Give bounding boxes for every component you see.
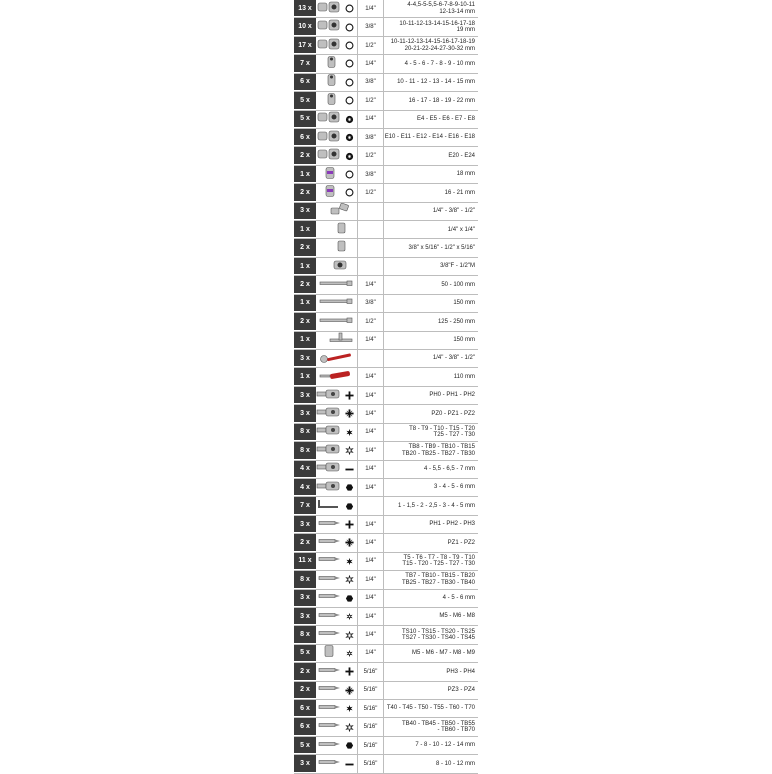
adaptor-icon (328, 239, 354, 257)
drive-size-cell (358, 258, 384, 275)
quantity-cell: 2 x (294, 276, 316, 293)
drive-size-cell: 1/4" (358, 553, 384, 570)
sizes-cell: 110 mm (453, 373, 475, 380)
universal-joint-icon (328, 202, 354, 220)
bit-socket-icon (316, 405, 342, 423)
table-row (294, 147, 478, 165)
tool-image (316, 387, 358, 404)
tool-image (316, 184, 358, 201)
extension-icon (318, 313, 354, 331)
table-row (294, 461, 478, 479)
quantity-cell: 1 x (294, 166, 316, 183)
drive-size-cell: 5/16" (358, 663, 384, 680)
tool-image (316, 129, 358, 146)
bit-icon (316, 663, 342, 681)
drive-size-cell: 5/16" (358, 682, 384, 699)
table-row (294, 718, 478, 736)
table-row (294, 571, 478, 589)
quantity-cell: 10 x (294, 18, 316, 35)
bit-icon (316, 626, 342, 644)
tool-image (316, 147, 358, 164)
drive-size-cell: 5/16" (358, 755, 384, 772)
tool-image (316, 608, 358, 625)
ring-profile-icon (345, 96, 354, 105)
sizes-cell: E4 - E5 - E6 - E7 - E8 (416, 115, 475, 122)
tool-image (316, 0, 358, 17)
tool-image (316, 295, 358, 312)
extension-icon (318, 276, 354, 294)
bit-socket-icon (316, 387, 342, 405)
table-row (294, 700, 478, 718)
drive-size-cell (358, 203, 384, 220)
quantity-cell: 1 x (294, 332, 316, 349)
sizes-cell: PZ3 - PZ4 (447, 687, 475, 694)
slot-profile-icon (345, 760, 354, 769)
table-row (294, 479, 478, 497)
sizes-cell: 4 - 5 - 6 - 7 - 8 - 9 - 10 mm (404, 60, 475, 67)
drive-size-cell: 1/4" (358, 332, 384, 349)
torx-tamper-profile-icon (345, 446, 354, 455)
tool-image (316, 479, 358, 496)
quantity-cell: 3 x (294, 350, 316, 367)
drive-size-cell (358, 221, 384, 238)
tool-image (316, 571, 358, 588)
quantity-cell: 8 x (294, 571, 316, 588)
table-row (294, 608, 478, 626)
table-row (294, 534, 478, 552)
phillips-profile-icon (345, 520, 354, 529)
tool-image (316, 55, 358, 72)
ring-profile-icon (345, 23, 354, 32)
sizes-cell: 10 - 11 - 12 - 13 - 14 - 15 mm (397, 79, 475, 86)
tool-image (316, 424, 358, 441)
drive-size-cell: 1/4" (358, 461, 384, 478)
sizes-cell: M5 - M6 - M7 - M8 - M9 (411, 650, 475, 657)
drive-size-cell: 1/2" (358, 37, 384, 54)
tool-image (316, 18, 358, 35)
table-row (294, 424, 478, 442)
quantity-cell: 2 x (294, 534, 316, 551)
sizes-cell: T40 - T45 - T50 - T55 - T60 - T70 (386, 705, 475, 712)
drive-size-cell: 1/2" (358, 184, 384, 201)
quantity-cell: 8 x (294, 424, 316, 441)
sizes-cell: TB40 - TB45 - TB50 - TB55 - TB60 - TB70 (401, 720, 475, 734)
tool-image (316, 497, 358, 514)
quantity-cell: 2 x (294, 147, 316, 164)
slot-profile-icon (345, 465, 354, 474)
phillips-profile-icon (345, 391, 354, 400)
table-row (294, 129, 478, 147)
e-torx-profile-icon (345, 115, 354, 124)
table-row (294, 387, 478, 405)
sizes-cell: PH1 - PH2 - PH3 (429, 521, 475, 528)
bit-socket-icon (316, 442, 342, 460)
quantity-cell: 4 x (294, 461, 316, 478)
tool-image (316, 663, 358, 680)
hex-profile-icon (345, 502, 354, 511)
table-row (294, 553, 478, 571)
socket-icon (316, 110, 342, 128)
drive-size-cell: 1/4" (358, 534, 384, 551)
table-row (294, 332, 478, 350)
ring-profile-icon (345, 41, 354, 50)
ring-profile-icon (345, 170, 354, 179)
ring-profile-icon (345, 188, 354, 197)
sizes-cell: 16 - 17 - 18 - 19 - 22 mm (408, 97, 475, 104)
bit-socket-icon (316, 460, 342, 478)
quantity-cell: 1 x (294, 258, 316, 275)
table-row (294, 166, 478, 184)
quantity-cell: 11 x (294, 553, 316, 570)
sizes-cell: TB8 - TB9 - TB10 - TB15 TB20 - TB25 - TB27 - TB30 (401, 444, 475, 457)
sizes-cell: 150 mm (453, 300, 475, 307)
quantity-cell: 2 x (294, 239, 316, 256)
bit-icon (316, 516, 342, 534)
sizes-cell: 7 - 8 - 10 - 12 - 14 mm (415, 742, 475, 749)
table-row (294, 92, 478, 110)
table-row (294, 37, 478, 55)
drive-size-cell (358, 239, 384, 256)
tool-image (316, 92, 358, 109)
table-row (294, 111, 478, 129)
quantity-cell: 7 x (294, 497, 316, 514)
bit-icon (316, 681, 342, 699)
sizes-cell: E20 - E24 (448, 152, 475, 159)
drive-size-cell: 3/8" (358, 74, 384, 91)
spark-socket-icon (316, 166, 342, 184)
drive-size-cell: 5/16" (358, 700, 384, 717)
quantity-cell: 3 x (294, 405, 316, 422)
torx-tamper-profile-icon (345, 575, 354, 584)
table-row (294, 0, 478, 18)
phillips-profile-icon (345, 667, 354, 676)
tool-image (316, 74, 358, 91)
sizes-cell: 150 mm (453, 337, 475, 344)
drive-size-cell: 1/2" (358, 313, 384, 330)
table-row (294, 295, 478, 313)
sizes-cell: 10-11-12-13-14-15-16-17-18-19 20-21-22-24-27-30-32 mm (390, 39, 475, 52)
drive-size-cell: 3/8" (358, 295, 384, 312)
table-row (294, 184, 478, 202)
hex-profile-icon (345, 483, 354, 492)
drive-size-cell: 1/4" (358, 0, 384, 17)
table-row (294, 55, 478, 73)
sizes-cell: 50 - 100 mm (441, 281, 475, 288)
sizes-cell: 8 - 10 - 12 mm (435, 760, 475, 767)
hex-key-icon (316, 497, 342, 515)
deep-socket-icon (316, 73, 342, 91)
torx-profile-icon (345, 557, 354, 566)
table-row (294, 368, 478, 386)
table-row (294, 18, 478, 36)
table-row (294, 645, 478, 663)
table-row (294, 258, 478, 276)
tool-image (316, 755, 358, 772)
drive-size-cell: 1/2" (358, 147, 384, 164)
pozi-profile-icon (345, 538, 354, 547)
e-torx-profile-icon (345, 133, 354, 142)
torx-plus-profile-icon (345, 631, 354, 640)
ring-profile-icon (345, 4, 354, 13)
table-row (294, 203, 478, 221)
tool-image (316, 332, 358, 349)
table-row (294, 276, 478, 294)
drive-size-cell: 1/2" (358, 92, 384, 109)
sizes-cell: 4 - 5,5 - 6,5 - 7 mm (423, 466, 475, 472)
tool-image (316, 442, 358, 459)
quantity-cell: 2 x (294, 663, 316, 680)
table-row (294, 221, 478, 239)
drive-size-cell: 1/4" (358, 368, 384, 385)
torx-tamper-profile-icon (345, 723, 354, 732)
table-row (294, 663, 478, 681)
sizes-cell: 4-4,5-5-5,5-6-7-8-9-10-11 12-13-14 mm (407, 2, 475, 15)
spline-profile-icon (345, 612, 354, 621)
drive-size-cell: 1/4" (358, 111, 384, 128)
table-row (294, 442, 478, 460)
deep-socket-icon (316, 55, 342, 73)
quantity-cell: 3 x (294, 387, 316, 404)
drive-size-cell: 1/4" (358, 276, 384, 293)
sizes-cell: 18 mm (456, 171, 475, 178)
table-row (294, 497, 478, 515)
tool-image (316, 405, 358, 422)
sizes-cell: PH3 - PH4 (446, 668, 475, 675)
table-row (294, 350, 478, 368)
drive-size-cell: 3/8" (358, 166, 384, 183)
tool-image (316, 258, 358, 275)
sizes-cell: TB7 - TB10 - TB15 - TB20 TB25 - TB27 - TB30 - TB40 (401, 573, 475, 586)
bit-icon (316, 589, 342, 607)
table-row (294, 405, 478, 423)
sizes-cell: PZ0 - PZ1 - PZ2 (431, 410, 475, 417)
socket-icon (316, 37, 342, 55)
quantity-cell: 1 x (294, 295, 316, 312)
tool-image (316, 221, 358, 238)
tool-image (316, 166, 358, 183)
drive-size-cell: 1/4" (358, 387, 384, 404)
torx-profile-icon (345, 704, 354, 713)
quantity-cell: 17 x (294, 37, 316, 54)
sizes-cell: TS10 - TS15 - TS20 - TS25 TS27 - TS30 - TS40 - TS45 (401, 628, 475, 642)
quantity-cell: 2 x (294, 184, 316, 201)
drive-size-cell: 1/4" (358, 571, 384, 588)
table-row (294, 682, 478, 700)
bit-icon (316, 718, 342, 736)
ratchet-icon (318, 350, 354, 368)
tool-image (316, 313, 358, 330)
bit-icon (316, 737, 342, 755)
drive-size-cell: 1/4" (358, 405, 384, 422)
sizes-cell: E10 - E11 - E12 - E14 - E16 - E18 (384, 134, 475, 141)
sizes-cell: 10-11-12-13-14-15-16-17-18 19 mm (399, 20, 475, 34)
table-row (294, 74, 478, 92)
quantity-cell: 8 x (294, 442, 316, 459)
drive-size-cell: 1/4" (358, 479, 384, 496)
bit-icon (316, 534, 342, 552)
drive-size-cell: 1/4" (358, 608, 384, 625)
tool-image (316, 626, 358, 643)
bit-icon (316, 571, 342, 589)
tool-image (316, 203, 358, 220)
e-torx-profile-icon (345, 152, 354, 161)
quantity-cell: 1 x (294, 221, 316, 238)
socket-icon (316, 0, 342, 18)
quantity-cell: 5 x (294, 737, 316, 754)
quantity-cell: 6 x (294, 74, 316, 91)
quantity-cell: 1 x (294, 368, 316, 385)
quantity-cell: 5 x (294, 645, 316, 662)
drive-size-cell: 1/4" (358, 442, 384, 459)
drive-size-cell: 3/8" (358, 129, 384, 146)
table-row (294, 755, 478, 773)
spark-socket-icon (316, 184, 342, 202)
sizes-cell: 1 - 1,5 - 2 - 2,5 - 3 - 4 - 5 mm (397, 502, 475, 509)
sizes-cell: 1/4" - 3/8" - 1/2" (432, 355, 475, 362)
bit-icon (316, 755, 342, 773)
drive-size-cell: 1/4" (358, 424, 384, 441)
sizes-cell: 1/4" - 3/8" - 1/2" (432, 208, 475, 215)
reducer-icon (328, 258, 354, 276)
tool-image (316, 645, 358, 662)
parts-table (294, 0, 478, 774)
quantity-cell: 7 x (294, 55, 316, 72)
table-row (294, 516, 478, 534)
quantity-cell: 6 x (294, 129, 316, 146)
quantity-cell: 3 x (294, 516, 316, 533)
quantity-cell: 3 x (294, 755, 316, 772)
t-bar-icon (328, 331, 354, 349)
bit-icon (316, 552, 342, 570)
sizes-cell: T8 - T9 - T10 - T15 - T20 T25 - T27 - T30 (409, 425, 475, 439)
spline-profile-icon (345, 649, 354, 658)
sizes-cell: 3 - 4 - 5 - 6 mm (433, 484, 475, 491)
ring-profile-icon (345, 59, 354, 68)
drive-size-cell: 1/4" (358, 626, 384, 643)
sizes-cell: 3/8" x 5/16" - 1/2" x 5/16" (408, 244, 475, 251)
quantity-cell: 3 x (294, 590, 316, 607)
quantity-cell: 5 x (294, 111, 316, 128)
bit-icon (316, 608, 342, 626)
table-row (294, 239, 478, 257)
pozi-profile-icon (345, 686, 354, 695)
drive-size-cell (358, 497, 384, 514)
tool-image (316, 111, 358, 128)
table-row (294, 737, 478, 755)
sizes-cell: 1/4" x 1/4" (447, 226, 475, 233)
tool-image (316, 350, 358, 367)
bit-icon (316, 700, 342, 718)
tool-image (316, 700, 358, 717)
drive-size-cell: 1/4" (358, 590, 384, 607)
table-row (294, 626, 478, 644)
bit-socket-icon (316, 423, 342, 441)
tool-image (316, 590, 358, 607)
socket-icon (316, 18, 342, 36)
quantity-cell: 6 x (294, 718, 316, 735)
sizes-cell: 3/8"F - 1/2"M (440, 263, 475, 270)
tool-image (316, 737, 358, 754)
socket-icon (316, 129, 342, 147)
sizes-cell: PH0 - PH1 - PH2 (429, 392, 475, 399)
drive-size-cell: 5/16" (358, 737, 384, 754)
drive-size-cell: 5/16" (358, 718, 384, 735)
hex-profile-icon (345, 594, 354, 603)
sizes-cell: 4 - 5 - 6 mm (442, 594, 475, 601)
quantity-cell: 2 x (294, 313, 316, 330)
sizes-cell: T5 - T6 - T7 - T8 - T9 - T10 T15 - T20 - T25 - T27 - T30 (402, 554, 475, 568)
quantity-cell: 3 x (294, 203, 316, 220)
table-row (294, 590, 478, 608)
tool-image (316, 534, 358, 551)
hex-profile-icon (345, 741, 354, 750)
tool-image (316, 718, 358, 735)
quantity-cell: 4 x (294, 479, 316, 496)
tool-image (316, 553, 358, 570)
sizes-cell: 125 - 250 mm (437, 318, 475, 325)
table-row (294, 313, 478, 331)
drive-size-cell (358, 350, 384, 367)
quantity-cell: 2 x (294, 682, 316, 699)
ring-profile-icon (345, 78, 354, 87)
tool-image (316, 682, 358, 699)
screwdriver-handle-icon (318, 368, 354, 386)
drive-size-cell: 1/4" (358, 645, 384, 662)
torx-profile-icon (345, 428, 354, 437)
drive-size-cell: 1/4" (358, 516, 384, 533)
tool-image (316, 37, 358, 54)
pozi-profile-icon (345, 409, 354, 418)
tool-image (316, 461, 358, 478)
drive-size-cell: 1/4" (358, 55, 384, 72)
sizes-cell: M5 - M6 - M8 (439, 613, 475, 620)
deep-socket-icon (316, 92, 342, 110)
bit-holder-icon (316, 644, 342, 662)
sizes-cell: 16 - 21 mm (444, 189, 475, 196)
quantity-cell: 13 x (294, 0, 316, 17)
quantity-cell: 3 x (294, 608, 316, 625)
socket-icon (316, 147, 342, 165)
sizes-cell: PZ1 - PZ2 (447, 539, 475, 546)
quantity-cell: 8 x (294, 626, 316, 643)
tool-image (316, 516, 358, 533)
tool-image (316, 368, 358, 385)
bit-socket-icon (316, 479, 342, 497)
tool-image (316, 239, 358, 256)
adaptor-icon (328, 221, 354, 239)
tool-image (316, 276, 358, 293)
extension-icon (318, 294, 354, 312)
quantity-cell: 5 x (294, 92, 316, 109)
quantity-cell: 6 x (294, 700, 316, 717)
drive-size-cell: 3/8" (358, 18, 384, 35)
